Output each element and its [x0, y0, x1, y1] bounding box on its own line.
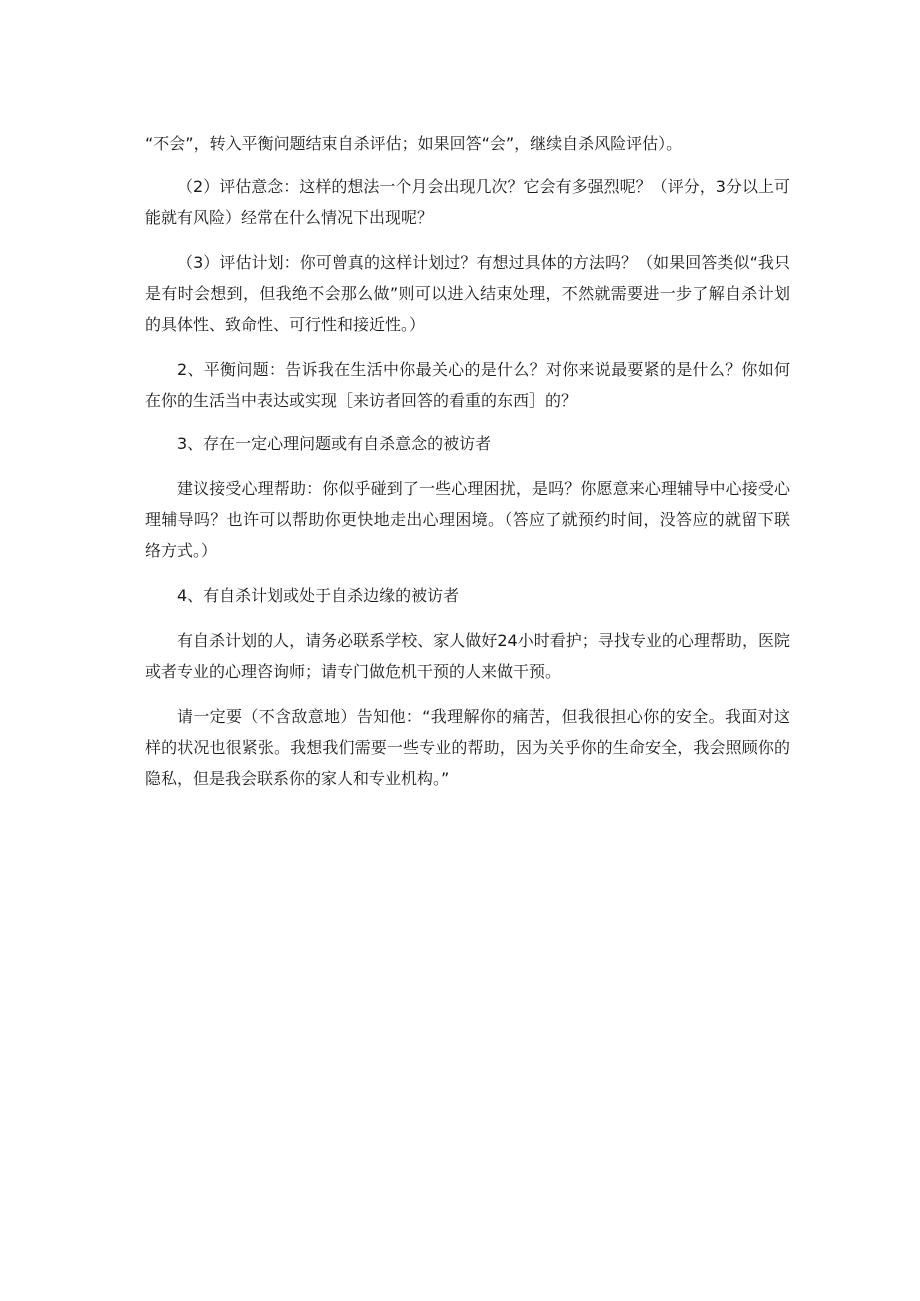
paragraph-suggest-help: 建议接受心理帮助：你似乎碰到了一些心理困扰，是吗？你愿意来心理辅导中心接受心理辅导吗？也许可以帮助你更快地走出心理困境。（答应了就预约时间，没答应的就留下联络方式。）: [145, 479, 790, 560]
paragraph-inform-statement: 请一定要（不含敌意地）告知他：“我理解你的痛苦，但我很担心你的安全。我面对这样的状况也很紧张。我想我们需要一些专业的帮助，因为关乎你的生命安全，我会照顾你的隐私，但是我会联系你的家人和专业机构。”: [145, 707, 790, 788]
paragraph-assess-ideation: （2）评估意念：这样的想法一个月会出现几次？它会有多强烈呢？（评分，3分以上可能就有风险）经常在什么情况下出现呢？: [145, 177, 790, 227]
paragraph-suicide-plan: 有自杀计划的人，请务必联系学校、家人做好24小时看护；寻找专业的心理帮助，医院或者专业的心理咨询师；请专门做危机干预的人来做干预。: [145, 631, 790, 681]
paragraph-assess-plan: （3）评估计划：你可曾真的这样计划过？有想过具体的方法吗？（如果回答类似“我只是有时会想到，但我绝不会那么做”则可以进入结束处理，不然就需要进一步了解自杀计划的具体性、致命性、可行性和接近性。）: [145, 253, 790, 334]
heading-section-3: 3、存在一定心理问题或有自杀意念的被访者: [177, 434, 492, 453]
paragraph-continuation: “不会”，转入平衡问题结束自杀评估；如果回答“会”，继续自杀风险评估）。: [145, 134, 683, 153]
document-body: [145, 128, 790, 794]
heading-section-4: 4、有自杀计划或处于自杀边缘的被访者: [177, 586, 460, 605]
paragraph-balance-question: 2、平衡问题：告诉我在生活中你最关心的是什么？对你来说最要紧的是什么？你如何在你的生活当中表达或实现［来访者回答的看重的东西］的？: [145, 360, 790, 410]
